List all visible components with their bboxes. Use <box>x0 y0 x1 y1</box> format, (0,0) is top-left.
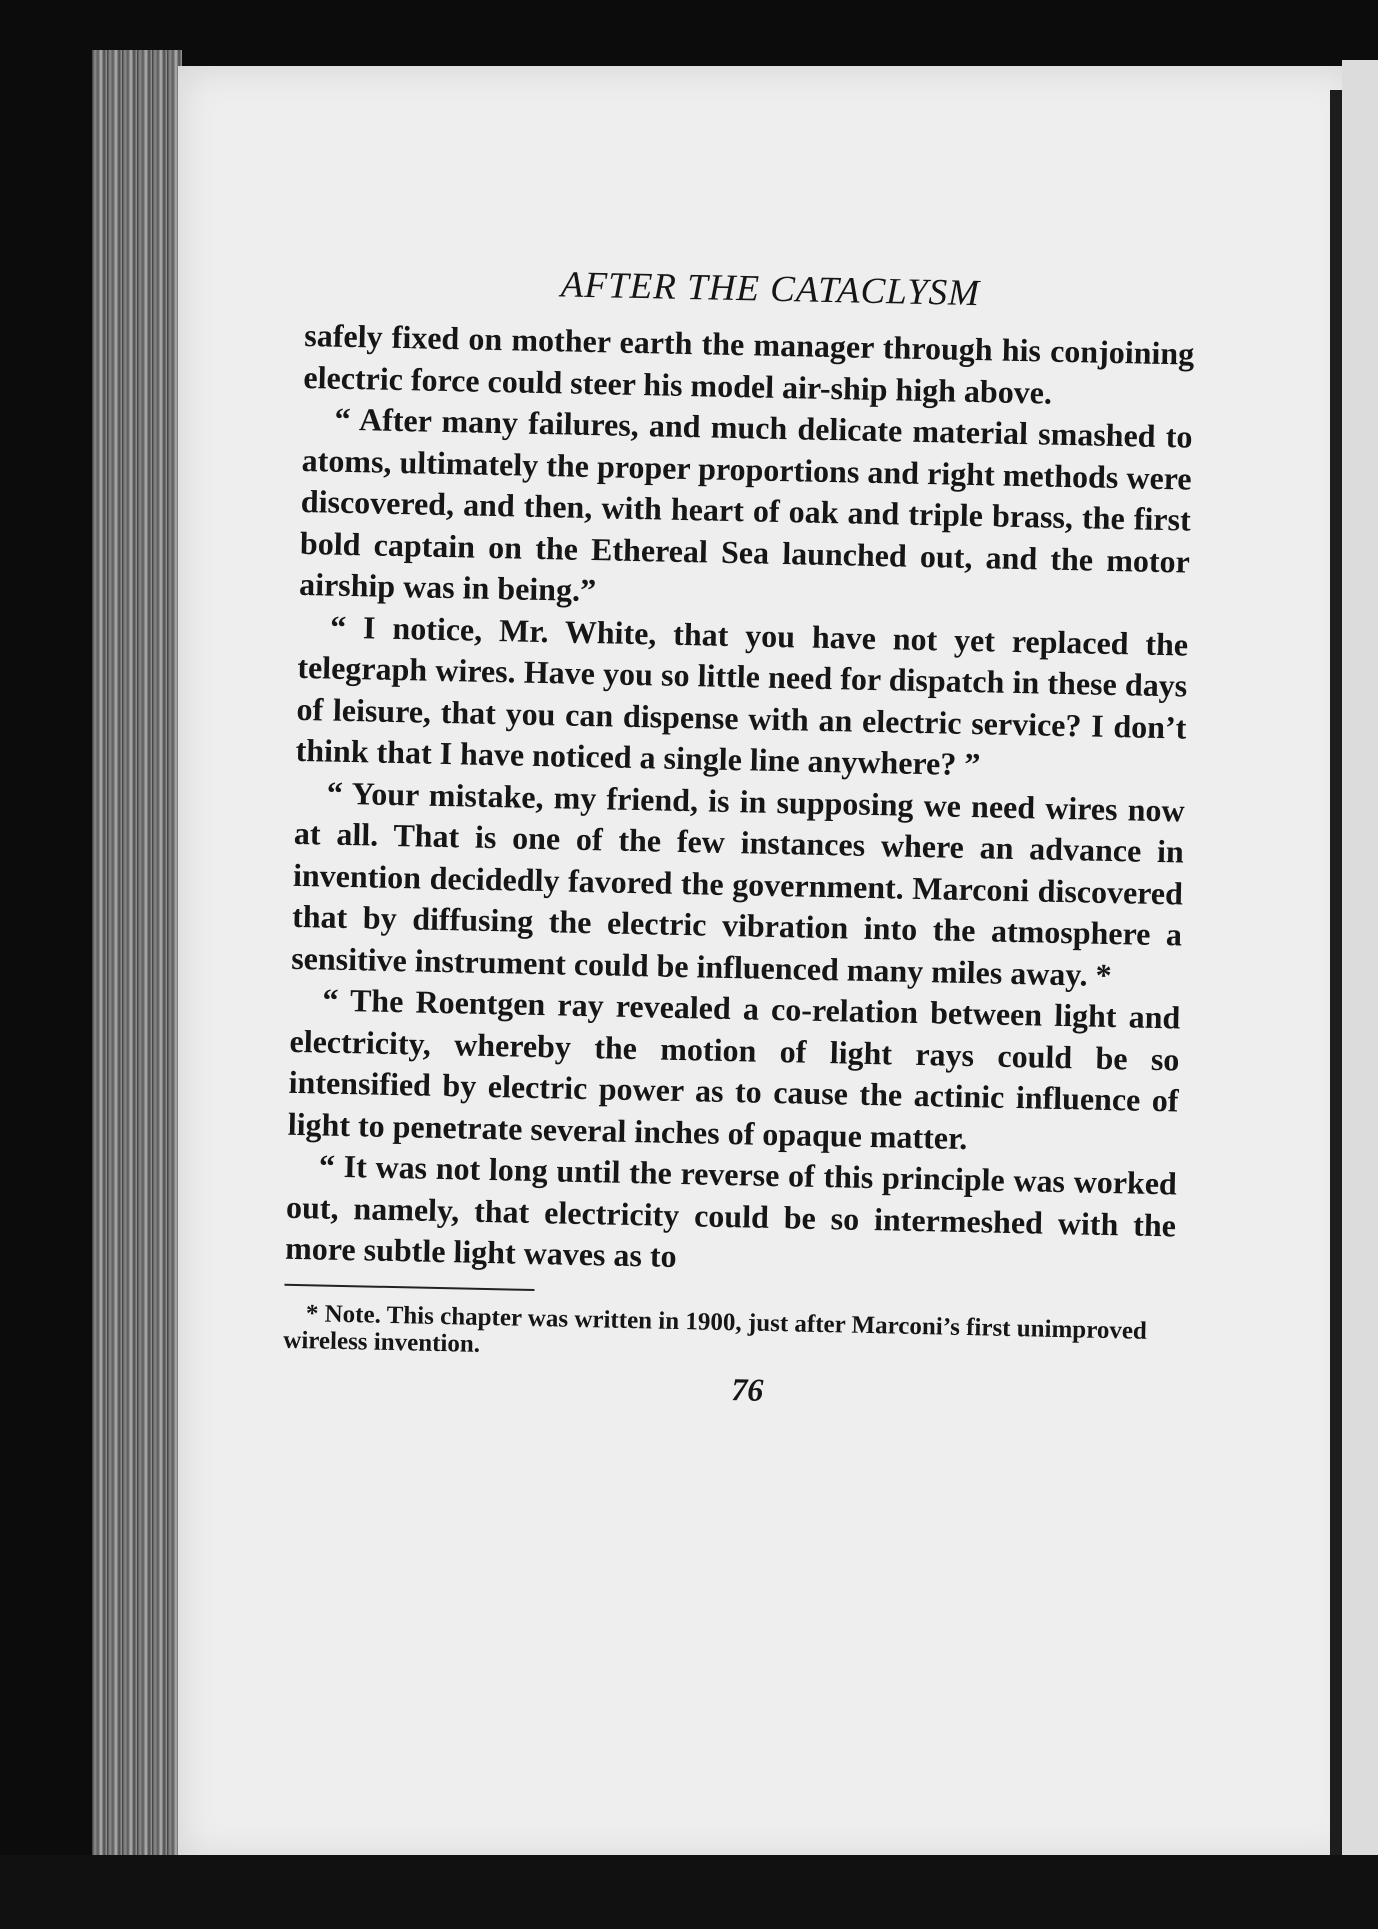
page-text <box>282 258 1196 1417</box>
running-head: AFTER THE CATACLYSM <box>560 264 981 315</box>
scan-bottom-border <box>0 1855 1378 1929</box>
paragraph: “ Your mistake, my friend, is in supposing we need wires now at all. That is one of the few instances where an advance in invention decidedly favored the government. Marconi discovered that by diffusing the electric vibration into the atmosphere a sensitive instrument could be influenced many miles away. * <box>290 774 1186 993</box>
paragraph: safely fixed on mother earth the manager through his conjoining electric force could steer his model air-ship high above. <box>303 316 1195 411</box>
paragraph: “ It was not long until the reverse of this principle was worked out, namely, that electricity could be so intermeshed with the more subtle light waves as to <box>284 1147 1178 1274</box>
paragraph: “ I notice, Mr. White, that you have not yet replaced the telegraph wires. Have you so little need for dispatch in these days of leisure, that you can dispense with an electric service? I don’t think that I have noticed a single line anywhere? ” <box>295 608 1189 783</box>
page-number: 76 <box>731 1370 764 1408</box>
facing-page-edge <box>1342 60 1378 1890</box>
footnote: * Note. This chapter was written in 1900, just after Marconi’s first unimproved wireless invention. <box>283 1299 1148 1358</box>
book-binding-edge <box>92 50 182 1860</box>
footnote-rule <box>284 1283 534 1290</box>
paragraph: “ After many failures, and much delicate material smashed to atoms, ultimately the proper proportions and right methods were discovered, and then, with heart of oak and triple brass, the first bold captain on the Ethereal Sea launched out, and the motor airship was in being.” <box>298 400 1193 609</box>
page-right-edge <box>1330 90 1342 1860</box>
paragraph: “ The Roentgen ray revealed a co-relation between light and electricity, whereby the motion of light rays could be so intensified by electric power as to cause the actinic influence of light to penetrate several inches of opaque matter. <box>287 981 1181 1156</box>
